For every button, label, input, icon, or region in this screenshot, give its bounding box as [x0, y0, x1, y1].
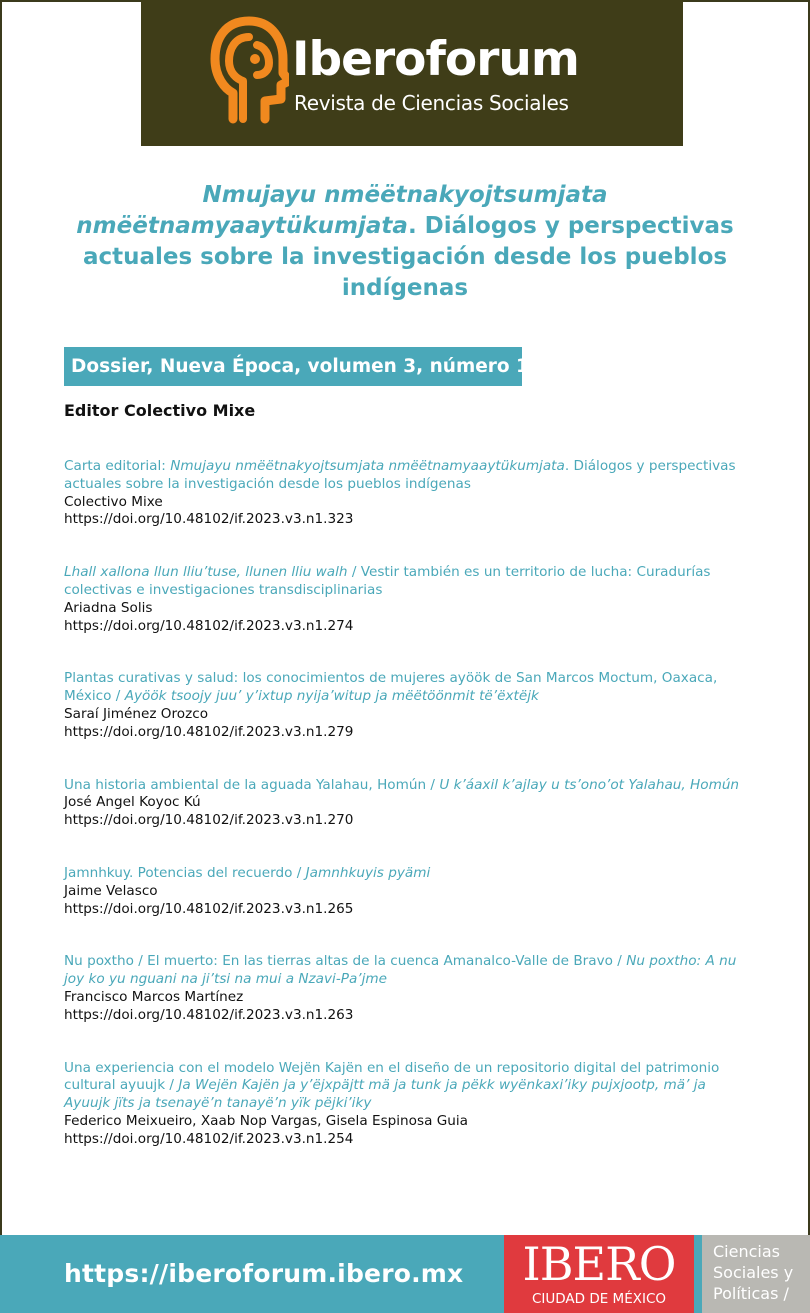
article-title-link[interactable]: [64, 777, 744, 795]
article-title-link[interactable]: [64, 564, 744, 600]
article-title-part: Jamnhkuy. Potencias del recuerdo /: [64, 864, 306, 881]
head-profile-logo-icon: [209, 15, 289, 125]
article-author: Colectivo Mixe: [64, 493, 163, 510]
article-title-link[interactable]: [64, 1060, 744, 1113]
issue-title-rest: . Diálogos y perspectivas actuales sobre la investigación desde los pueblos indígenas: [82, 213, 734, 301]
article-author: Francisco Marcos Martínez: [64, 988, 244, 1005]
article-title-part: Ayöök tsoojy juu’ y’ixtup nyija’witup ja mëëtöönmit të’ëxtëjk: [124, 688, 539, 705]
article-doi-link[interactable]: https://doi.org/10.48102/if.2023.v3.n1.263: [64, 1006, 354, 1023]
article-entry: [64, 670, 744, 741]
ibero-logo-word: IBERO: [522, 1237, 676, 1291]
article-entry: [64, 777, 744, 830]
article-entry: [64, 564, 744, 635]
article-title-part: . Diálogos y perspectivas actuales sobre la investigación desde los pueblos indígenas: [64, 458, 736, 492]
article-doi-link[interactable]: https://doi.org/10.48102/if.2023.v3.n1.323: [64, 511, 354, 528]
article-title-part: U k’áaxil k’ajlay u ts’ono’ot Yalahau, Homún: [439, 776, 740, 793]
article-doi-link[interactable]: https://doi.org/10.48102/if.2023.v3.n1.254: [64, 1130, 354, 1147]
journal-url-link[interactable]: https://iberoforum.ibero.mx: [64, 1259, 464, 1288]
faculty-line: Políticas /: [713, 1284, 789, 1303]
article-title-part: Lhall xallona llun lliu’tuse, llunen lliu walh: [64, 564, 348, 581]
article-author: Federico Meixueiro, Xaab Nop Vargas, Gisela Espinosa Guia: [64, 1112, 468, 1129]
ibero-logo-city: CIUDAD DE MÉXICO: [531, 1291, 667, 1307]
article-author: José Angel Koyoc Kú: [64, 794, 201, 811]
article-title-part: Plantas curativas y salud: los conocimientos de mujeres ayöök de San Marcos Moctum, Oaxaca, México /: [64, 670, 718, 705]
article-entry: [64, 953, 744, 1024]
article-title-link[interactable]: [64, 458, 744, 494]
article-title-part: Nmujayu nmëëtnakyojtsumjata nmëëtnamyaaytükumjata: [170, 458, 565, 474]
article-doi-link[interactable]: https://doi.org/10.48102/if.2023.v3.n1.279: [64, 723, 354, 740]
article-title-link[interactable]: [64, 670, 744, 706]
article-title-link[interactable]: [64, 865, 744, 883]
article-doi-link[interactable]: https://doi.org/10.48102/if.2023.v3.n1.274: [64, 617, 354, 634]
brand-name: Iberoforum: [292, 32, 579, 87]
article-title-link[interactable]: [64, 953, 744, 989]
article-title-part: Carta editorial:: [64, 458, 171, 474]
article-title-part: Ja Wejën Kajën ja y’ëjxpäjtt mä ja tunk ja pëkk wyënkaxi’iky pujxjootp, mä’ ja Ayuujk jïts ja tsenayë’n tanayë’n yïk pëjki’iky: [64, 1077, 706, 1112]
article-title-part: Jamnhkuyis pyämi: [305, 864, 431, 881]
article-title-part: Nu poxtho: A nu joy ko yu nguani na ji’tsi na mui a Nzavi-Pa’jme: [64, 953, 737, 988]
article-title-part: Nu poxtho / El muerto: En las tierras altas de la cuenca Amanalco-Valle de Bravo /: [64, 953, 627, 970]
article-entry: [64, 865, 744, 918]
article-doi-link[interactable]: https://doi.org/10.48102/if.2023.v3.n1.265: [64, 900, 354, 917]
article-entry: [64, 458, 744, 529]
article-author: Saraí Jiménez Orozco: [64, 705, 209, 722]
table-of-contents: [64, 458, 744, 1184]
article-author: Ariadna Solis: [64, 599, 153, 616]
article-author: Jaime Velasco: [64, 882, 158, 899]
article-entry: [64, 1060, 744, 1149]
faculty-line: Ciencias: [713, 1242, 780, 1261]
issue-title-italic: Nmujayu nmëëtnakyojtsumjata nmëëtnamyaaytükumjata: [76, 182, 608, 239]
header-banner: [141, 0, 683, 146]
brand-subtitle: Revista de Ciencias Sociales: [294, 91, 569, 115]
editor-line: Editor Colectivo Mixe: [64, 401, 256, 420]
issue-title: [60, 180, 750, 304]
faculty-label: [702, 1235, 810, 1313]
faculty-line: Sociales y: [713, 1263, 794, 1282]
article-title-part: Una historia ambiental de la aguada Yalahau, Homún /: [64, 776, 440, 793]
ibero-logo: [504, 1235, 694, 1313]
volume-bar: Dossier, Nueva Época, volumen 3, número 1: [64, 347, 522, 386]
article-doi-link[interactable]: https://doi.org/10.48102/if.2023.v3.n1.270: [64, 812, 354, 829]
footer: [0, 1235, 810, 1313]
article-title-part: / Vestir también es un territorio de lucha: Curadurías colectivas e investigaciones transdisciplinarias: [64, 564, 711, 598]
article-title-part: Una experiencia con el modelo Wejën Kajën en el diseño de un repositorio digital del patrimonio cultural ayuujk /: [64, 1059, 720, 1094]
